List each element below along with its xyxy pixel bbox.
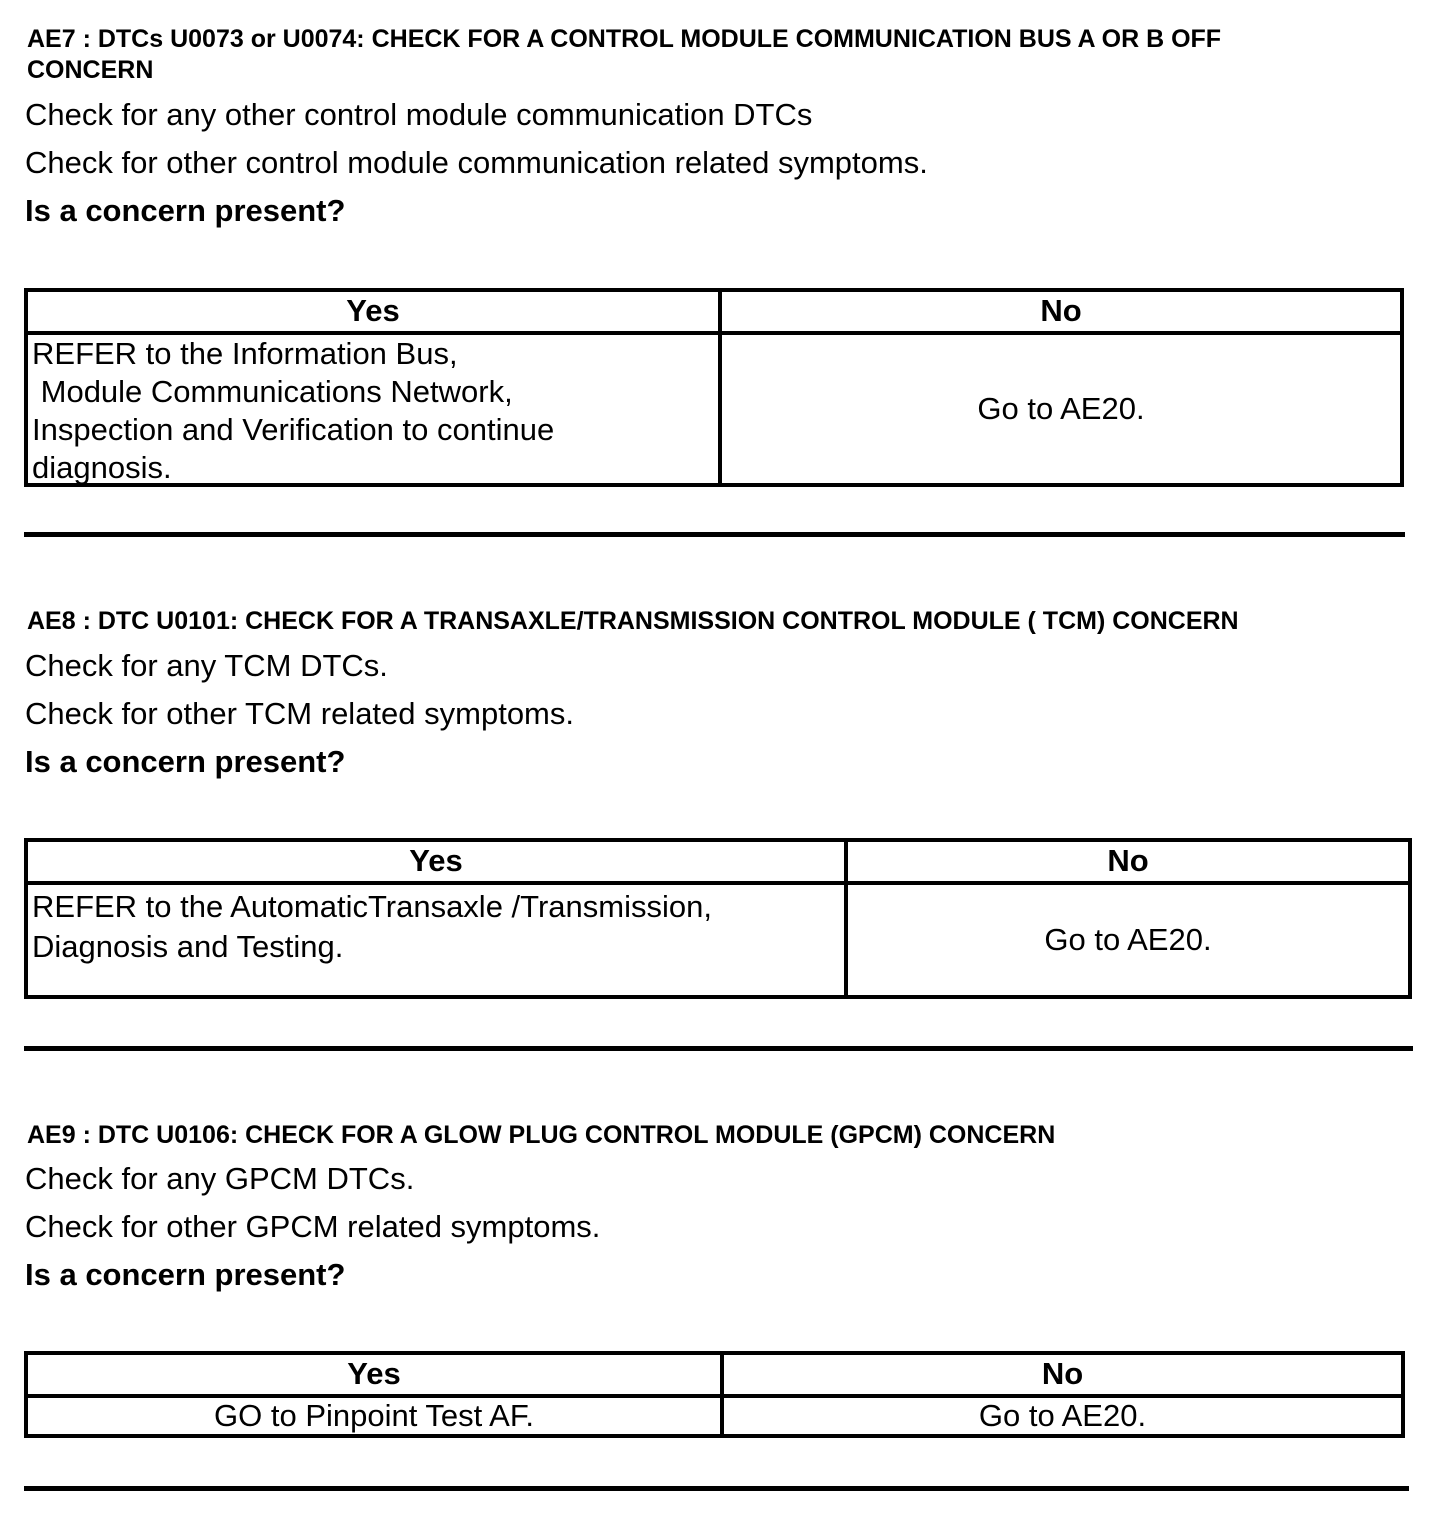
section-divider: [24, 1486, 1409, 1491]
decision-table-ae7: [24, 288, 1404, 487]
no-header: No: [1040, 293, 1082, 328]
check-line: Check for other TCM related symptoms.: [25, 696, 574, 731]
check-line: Check for any GPCM DTCs.: [25, 1161, 415, 1196]
yes-action: GO to Pinpoint Test AF.: [214, 1398, 534, 1433]
yes-header: Yes: [347, 1356, 401, 1391]
check-line: Check for other control module communication related symptoms.: [25, 145, 928, 180]
no-action: Go to AE20.: [978, 1398, 1147, 1433]
decision-table-ae8: [24, 838, 1412, 999]
no-header: No: [1107, 843, 1149, 878]
no-action: Go to AE20.: [977, 391, 1145, 426]
check-line: Check for any other control module communication DTCs: [25, 97, 813, 132]
section-title-ae8: AE8 : DTC U0101: CHECK FOR A TRANSAXLE/TRANSMISSION CONTROL MODULE ( TCM) CONCERN: [27, 607, 1239, 635]
section-title-ae9: AE9 : DTC U0106: CHECK FOR A GLOW PLUG CONTROL MODULE (GPCM) CONCERN: [27, 1121, 1056, 1149]
yes-header: Yes: [346, 293, 400, 328]
yes-action-text: REFER to the AutomaticTransaxle /Transmission, Diagnosis and Testing.: [32, 889, 712, 964]
yes-action: [28, 887, 844, 967]
section-divider: [24, 532, 1405, 537]
section-title-ae7: AE7 : DTCs U0073 or U0074: CHECK FOR A CONTROL MODULE COMMUNICATION BUS A OR B OFF CONCERN: [27, 25, 1222, 84]
yes-header: Yes: [409, 843, 463, 878]
check-line: Check for any TCM DTCs.: [25, 648, 388, 683]
concern-question: Is a concern present?: [25, 193, 346, 228]
yes-action-text: REFER to the Information Bus, Module Communications Network, Inspection and Verification to continue diagnosis.: [32, 336, 555, 485]
no-action: Go to AE20.: [1044, 922, 1212, 957]
no-header: No: [1041, 1356, 1084, 1391]
section-divider: [24, 1046, 1413, 1051]
concern-question: Is a concern present?: [25, 744, 346, 779]
concern-question: Is a concern present?: [25, 1257, 346, 1292]
check-line: Check for other GPCM related symptoms.: [25, 1209, 601, 1244]
decision-table-ae9: [24, 1351, 1405, 1438]
yes-action: [28, 335, 718, 487]
